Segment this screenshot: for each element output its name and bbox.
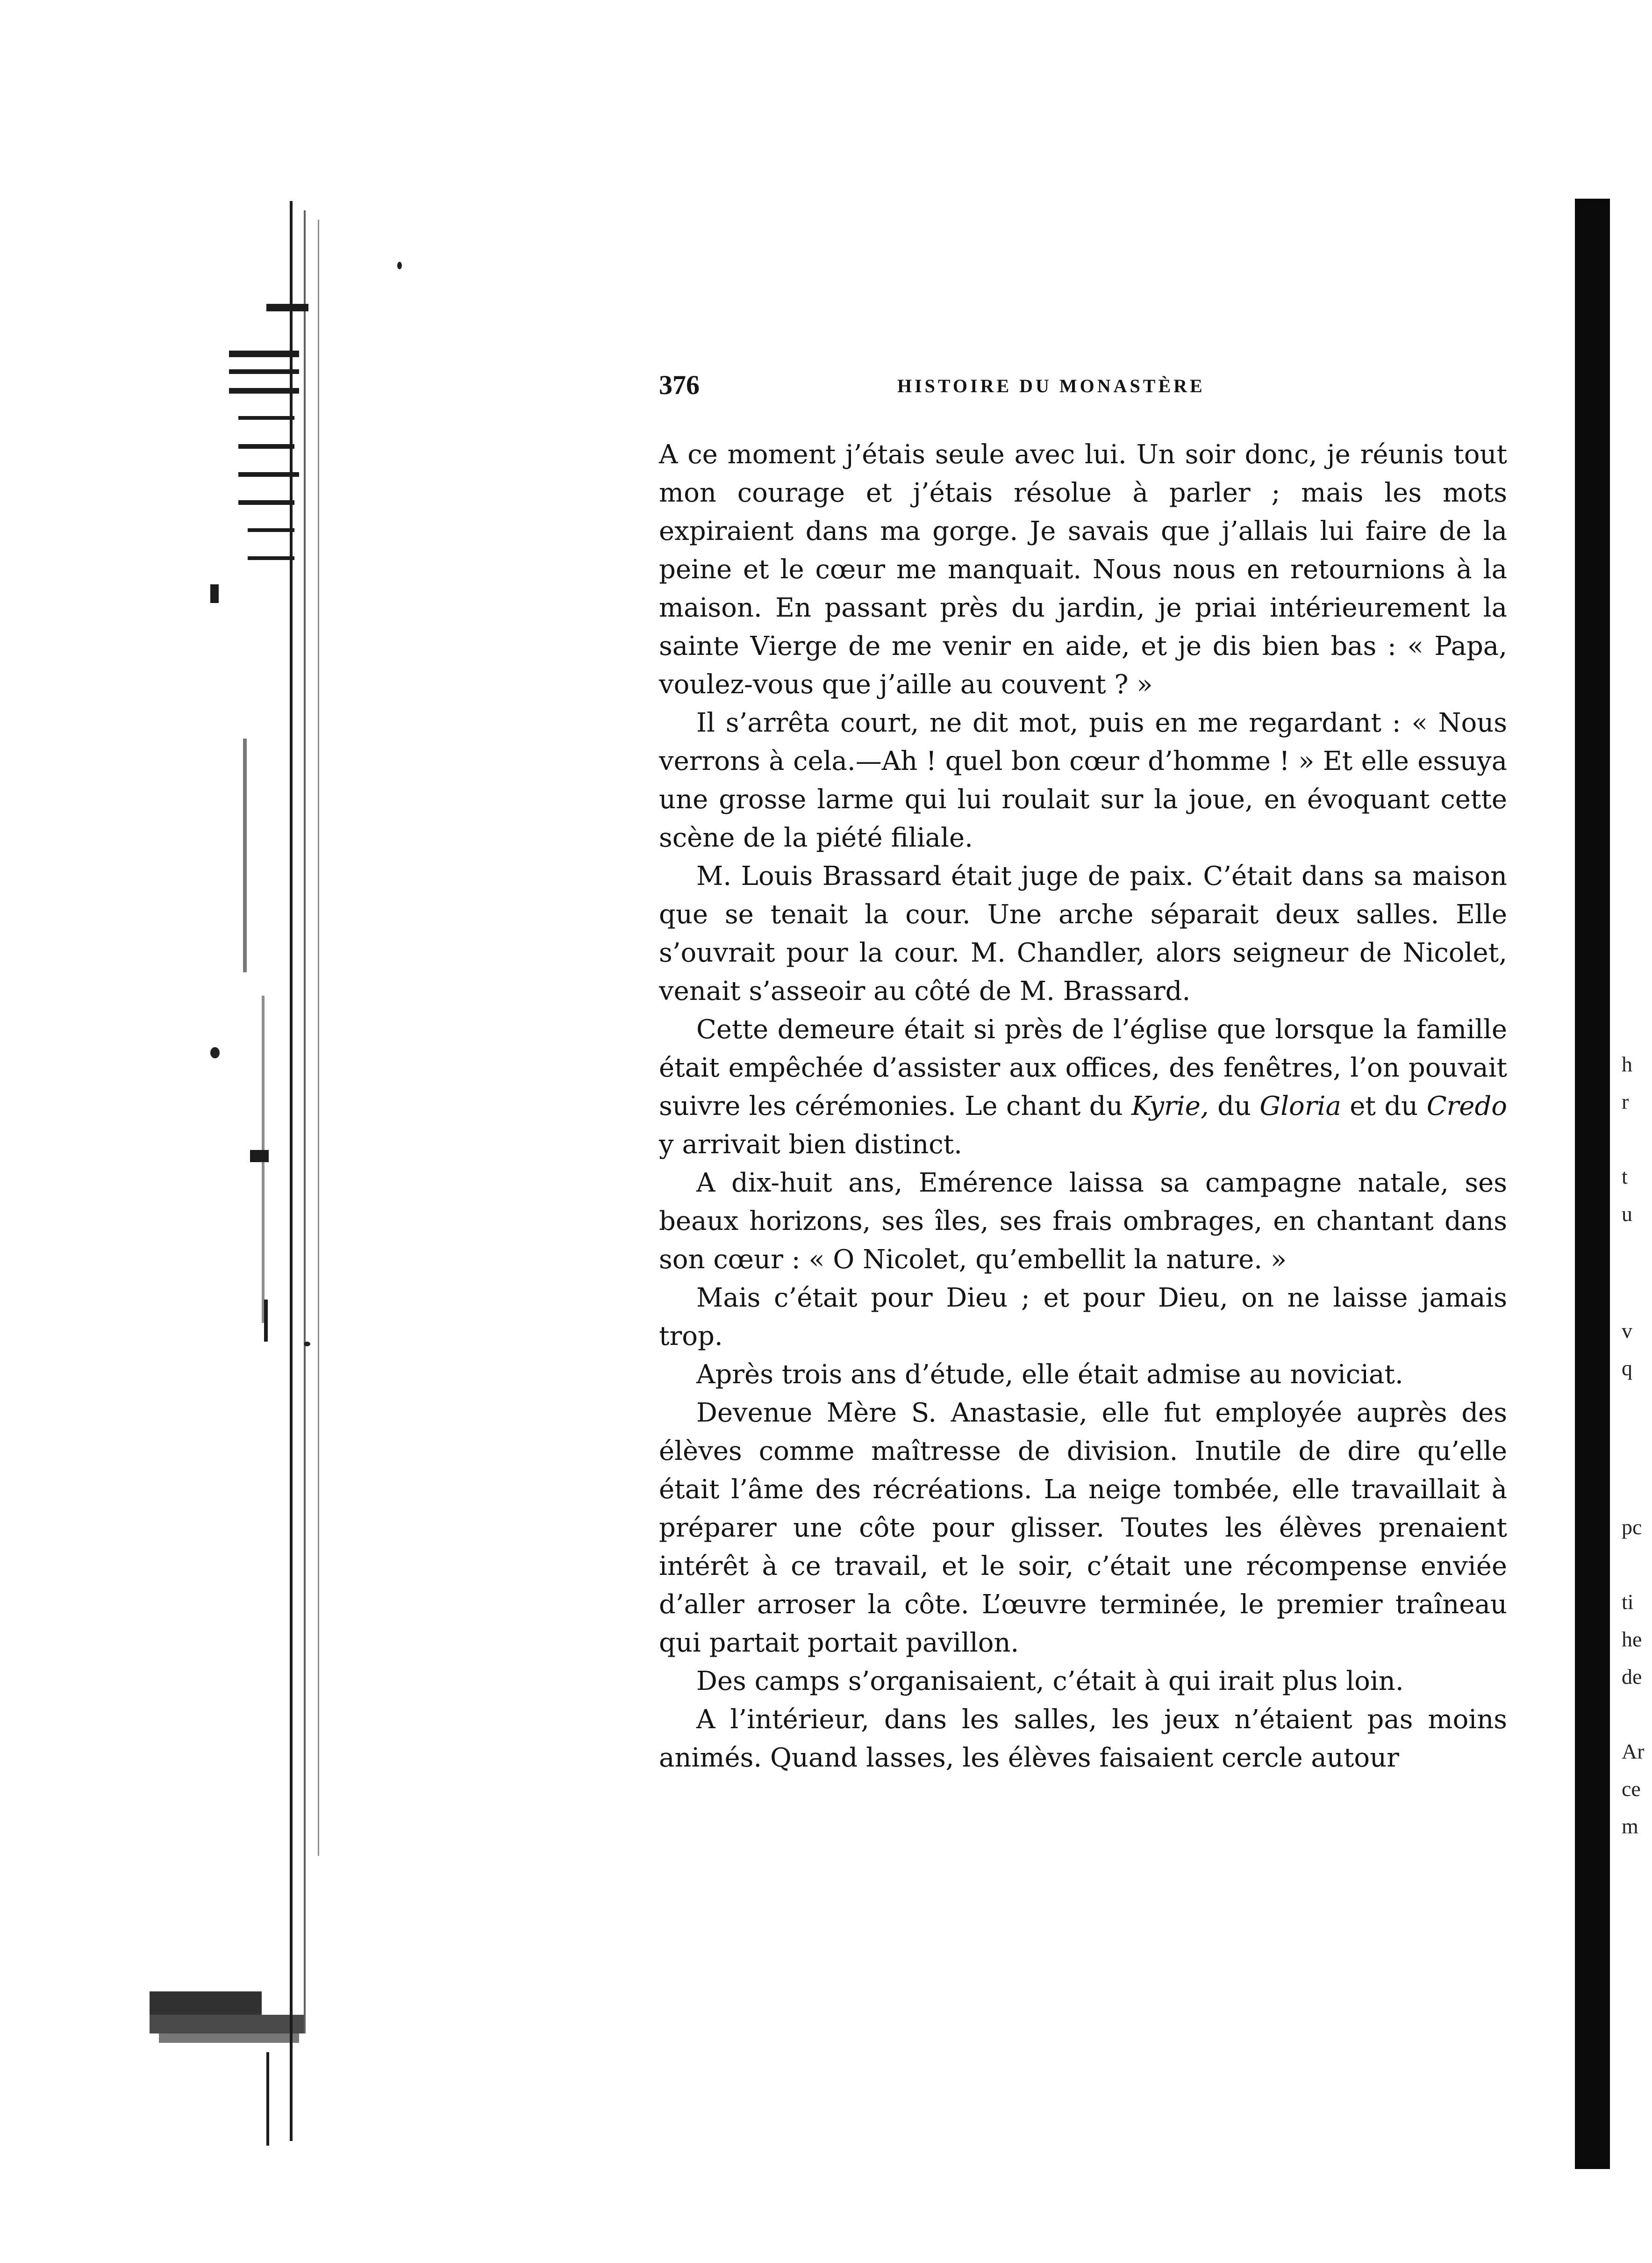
paragraph: Il s’arrêta court, ne dit mot, puis en me regardant : « Nous verrons à cela.—Ah ! quel bon cœur d’homme ! » Et elle essuya une grosse larme qui lui roulait sur la joue, en évoquant cette scène de la piété filiale. xyxy=(659,708,1507,853)
italic-term: Gloria xyxy=(1259,1091,1341,1121)
facing-fragment: ti xyxy=(1622,1590,1634,1614)
facing-fragment: v xyxy=(1622,1319,1632,1343)
page-number: 376 xyxy=(659,370,700,400)
italic-term: Kyrie, xyxy=(1131,1091,1209,1121)
paragraph: Mais c’était pour Dieu ; et pour Dieu, on ne laisse jamais trop. xyxy=(659,1283,1507,1351)
facing-fragment: q xyxy=(1622,1356,1632,1380)
facing-fragment: h xyxy=(1622,1052,1632,1076)
facing-fragment: u xyxy=(1622,1202,1632,1226)
page-header xyxy=(659,369,1507,407)
paragraph: A l’intérieur, dans les salles, les jeux n’étaient pas moins animés. Quand lasses, les élèves faisaient cercle autour xyxy=(659,1704,1507,1773)
facing-fragment: pc xyxy=(1622,1515,1642,1539)
paragraph: A dix-huit ans, Emérence laissa sa campagne natale, ses beaux horizons, ses îles, ses frais ombrages, en chantant dans son cœur : « O Nicolet, qu’embellit la nature. » xyxy=(659,1168,1507,1275)
paragraph xyxy=(659,1011,1507,1164)
facing-fragment: r xyxy=(1622,1090,1629,1114)
paragraph: Des camps s’organisaient, c’était à qui irait plus loin. xyxy=(696,1666,1404,1696)
facing-fragment: ce xyxy=(1622,1777,1641,1801)
book-page xyxy=(659,369,1507,1777)
running-title: HISTOIRE DU MONASTÈRE xyxy=(897,375,1205,396)
scan-edge-shadow xyxy=(1575,199,1610,2169)
paragraph-text: et du xyxy=(1341,1091,1427,1121)
paragraph: Après trois ans d’étude, elle était admise au noviciat. xyxy=(696,1359,1403,1390)
scan-binding-margin xyxy=(150,201,393,2155)
paragraph-text: y arrivait bien distinct. xyxy=(659,1129,962,1160)
facing-page-fragments xyxy=(1622,1038,1652,1879)
facing-fragment: he xyxy=(1622,1627,1642,1651)
paragraph-text: Cette demeure était si près de l’église que lorsque la famille était empêchée d’assister aux offices, des fenêtres, l’on pouvait suivre les cérémonies. Le chant du xyxy=(659,1014,1507,1121)
facing-fragment: t xyxy=(1622,1164,1628,1188)
paragraph: Devenue Mère S. Anastasie, elle fut employée auprès des élèves comme maîtresse de division. Inutile de dire qu’elle était l’âme des récréations. La neige tombée, elle travaillait à préparer une côte pour glisser. Toutes les élèves prenaient intérêt à ce travail, et le soir, c’était une récompense enviée d’aller arroser la côte. L’œuvre terminée, le premier traîneau qui partait portait pavillon. xyxy=(659,1398,1507,1658)
facing-fragment: m xyxy=(1622,1814,1638,1838)
paragraph: M. Louis Brassard était juge de paix. C’était dans sa maison que se tenait la cour. Une arche séparait deux salles. Elle s’ouvrait pour la cour. M. Chandler, alors seigneur de Nicolet, venait s’asseoir au côté de M. Brassard. xyxy=(659,861,1507,1006)
facing-fragment: de xyxy=(1622,1665,1642,1688)
paragraph-text: du xyxy=(1209,1091,1260,1121)
facing-fragment: Ar xyxy=(1622,1739,1645,1763)
italic-term: Credo xyxy=(1426,1091,1508,1121)
paragraph: A ce moment j’étais seule avec lui. Un soir donc, je réunis tout mon courage et j’étais résolue à parler ; mais les mots expiraient dans ma gorge. Je savais que j’allais lui faire de la peine et le cœur me manquait. Nous nous en retournions à la maison. En passant près du jardin, je priai intérieurement la sainte Vierge de me venir en aide, et je dis bien bas : « Papa, voulez-vous que j’aille au couvent ? » xyxy=(659,439,1507,700)
page-body xyxy=(659,436,1507,1777)
